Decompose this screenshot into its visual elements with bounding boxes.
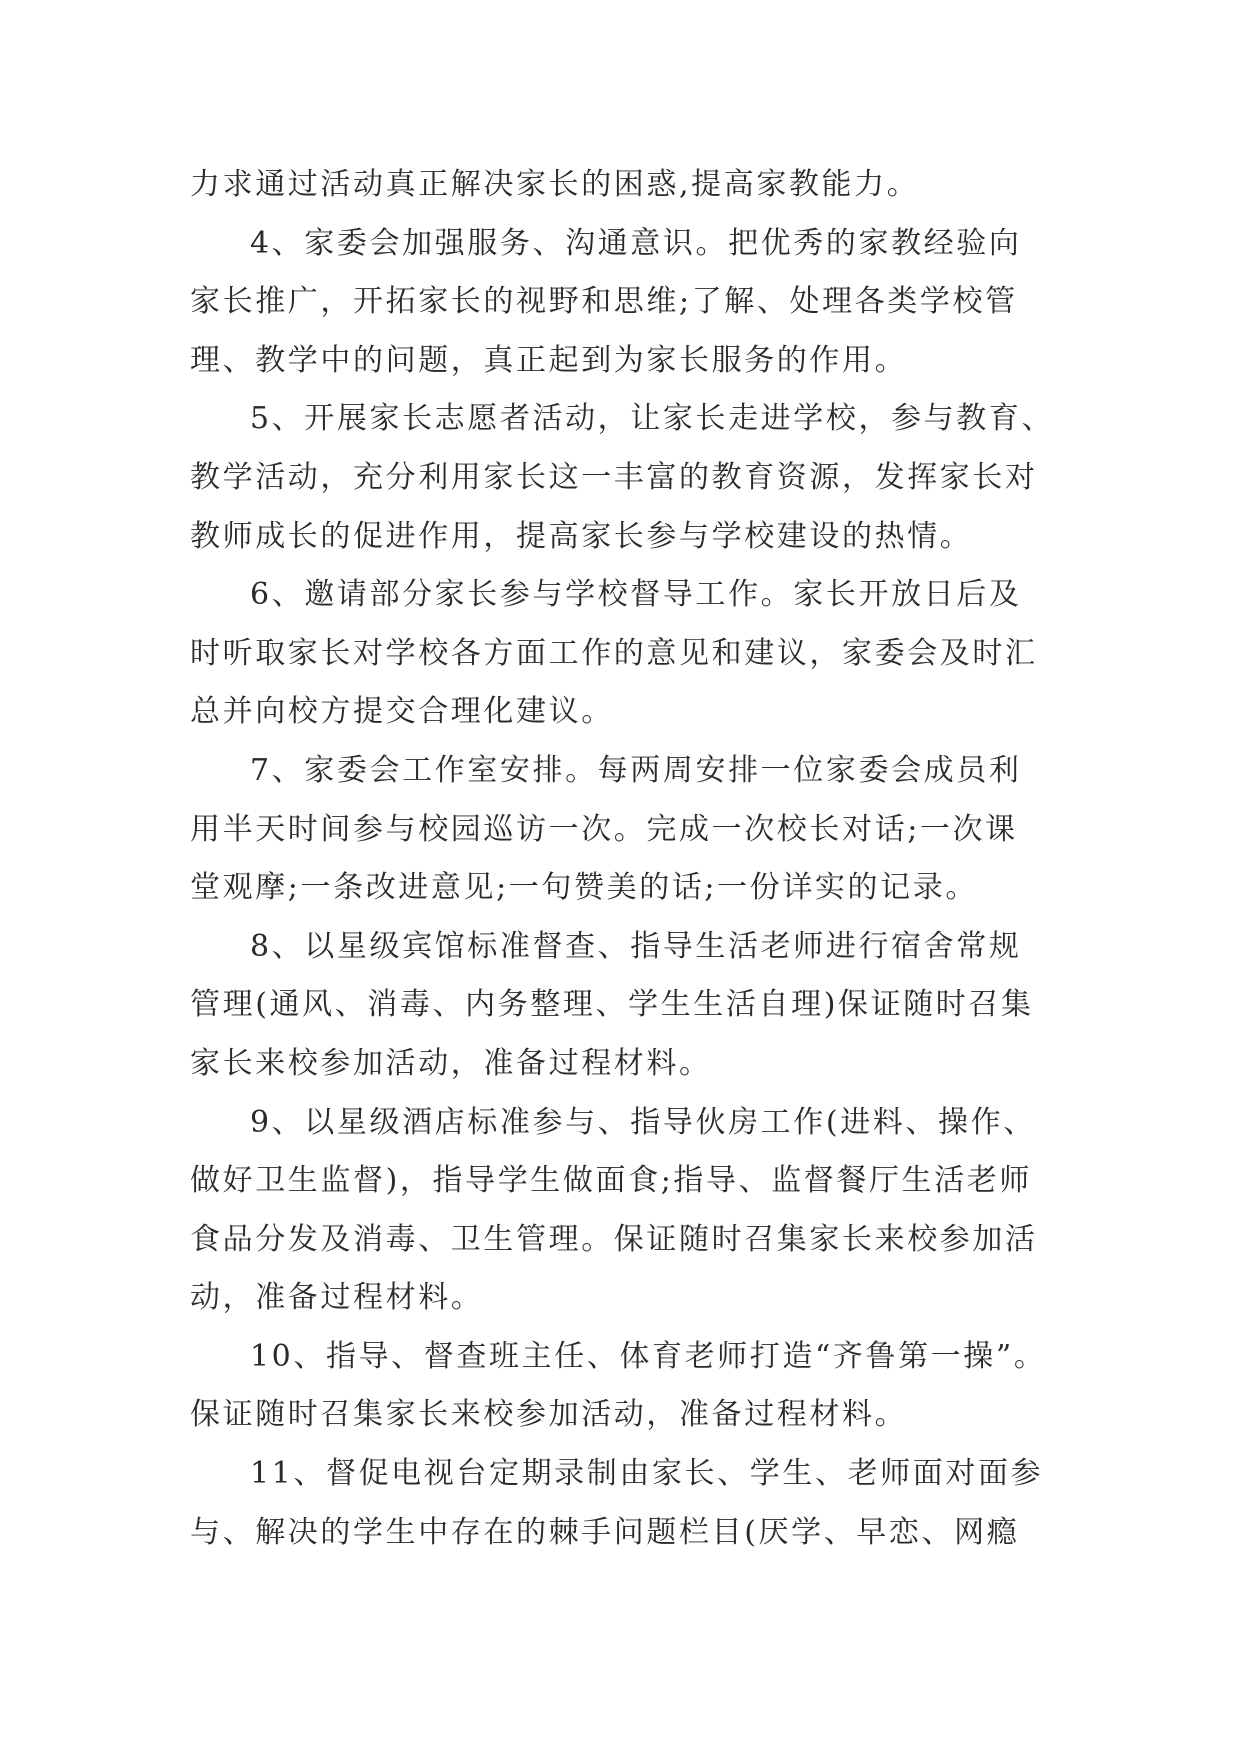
text-line-item-5: 5、开展家长志愿者活动，让家长走进学校，参与教育、 xyxy=(250,401,1055,437)
text-line-item-10: 10、指导、督查班主任、体育老师打造“齐鲁第一操”。 xyxy=(250,1338,1047,1374)
text-line: 用半天时间参与校园巡访一次。完成一次校长对话;一次课 xyxy=(190,811,1018,847)
text-line: 理、教学中的问题，真正起到为家长服务的作用。 xyxy=(190,342,908,378)
text-line: 与、解决的学生中存在的棘手问题栏目(厌学、早恋、网瘾 xyxy=(190,1514,1020,1550)
text-line: 保证随时召集家长来校参加活动，准备过程材料。 xyxy=(190,1397,908,1433)
text-line: 食品分发及消毒、卫生管理。保证随时召集家长来校参加活 xyxy=(190,1221,1038,1257)
text-line: 堂观摩;一条改进意见;一句赞美的话;一份详实的记录。 xyxy=(190,870,978,906)
text-line: 家长推广，开拓家长的视野和思维;了解、处理各类学校管 xyxy=(190,284,1018,320)
text-line-item-9: 9、以星级酒店标准参与、指导伙房工作(进料、操作、 xyxy=(250,1104,1036,1140)
text-line-item-4: 4、家委会加强服务、沟通意识。把优秀的家教经验向 xyxy=(250,225,1022,261)
text-line: 教学活动，充分利用家长这一丰富的教育资源，发挥家长对 xyxy=(190,459,1038,495)
text-line: 总并向校方提交合理化建议。 xyxy=(190,694,614,730)
text-line: 教师成长的促进作用，提高家长参与学校建设的热情。 xyxy=(190,518,973,554)
text-line: 力求通过活动真正解决家长的困惑,提高家教能力。 xyxy=(190,167,920,202)
text-line: 时听取家长对学校各方面工作的意见和建议，家委会及时汇 xyxy=(190,635,1038,671)
text-line: 动，准备过程材料。 xyxy=(190,1280,484,1316)
text-line: 家长来校参加活动，准备过程材料。 xyxy=(190,1045,712,1081)
text-line-item-6: 6、邀请部分家长参与学校督导工作。家长开放日后及 xyxy=(250,577,1022,613)
text-line-item-7: 7、家委会工作室安排。每两周安排一位家委会成员利 xyxy=(250,752,1022,788)
body-text xyxy=(190,156,1060,1562)
text-line-item-8: 8、以星级宾馆标准督查、指导生活老师进行宿舍常规 xyxy=(250,928,1022,964)
text-line: 管理(通风、消毒、内务整理、学生生活自理)保证随时召集 xyxy=(190,987,1034,1023)
text-line-item-11: 11、督促电视台定期录制由家长、学生、老师面对面参 xyxy=(250,1456,1044,1492)
text-line: 做好卫生监督)，指导学生做面食;指导、监督餐厅生活老师 xyxy=(190,1163,1033,1199)
